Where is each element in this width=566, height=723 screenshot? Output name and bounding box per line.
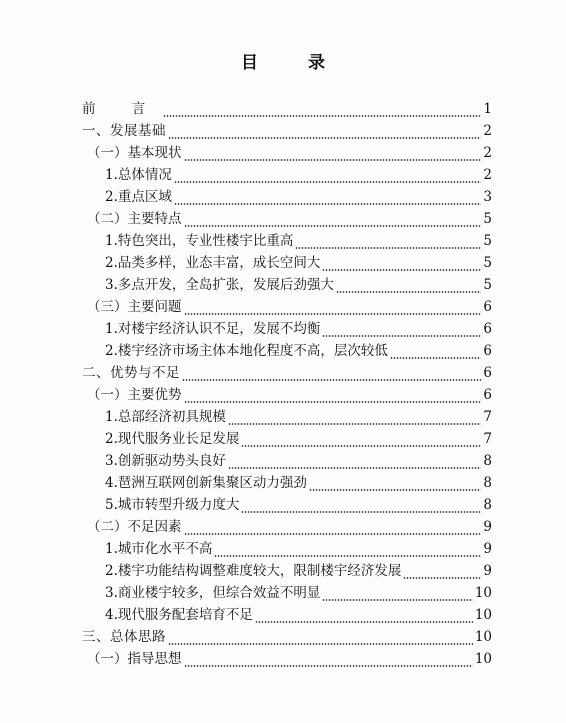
- toc-page-number: 6: [483, 343, 492, 359]
- dot-leader: [322, 599, 472, 601]
- dot-leader: [403, 577, 481, 579]
- toc-entry-label: 三、总体思路: [82, 629, 166, 645]
- toc-entry-section[interactable]: [87, 648, 492, 670]
- toc-entry-chapter[interactable]: [82, 626, 492, 648]
- dot-leader: [241, 511, 481, 513]
- toc-entry-label: 3.创新驱动势头良好: [105, 453, 226, 469]
- toc-entry-label: （二）不足因素: [87, 519, 182, 535]
- toc-page-number: 2: [483, 145, 492, 161]
- toc-entry-label: 2.楼宇经济市场主体本地化程度不高，层次较低: [105, 343, 388, 359]
- dot-leader: [241, 445, 481, 447]
- dot-leader: [390, 357, 482, 359]
- toc-page-number: 10: [474, 651, 492, 667]
- toc-page-number: 3: [483, 189, 492, 205]
- dot-leader: [184, 313, 482, 315]
- toc-page-number: 8: [483, 475, 492, 491]
- toc-page-number: 6: [483, 299, 492, 315]
- toc-page-number: 1: [483, 101, 492, 117]
- toc-page-number: 2: [483, 123, 492, 139]
- toc-entry-label: （一）主要优势: [87, 387, 182, 403]
- toc-entry-subsection[interactable]: [105, 538, 492, 560]
- toc-entry-label: 二、优势与不足: [82, 365, 180, 381]
- toc-entry-subsection[interactable]: [105, 186, 492, 208]
- toc-entry-section[interactable]: [87, 142, 492, 164]
- toc-entry-section[interactable]: [87, 516, 492, 538]
- toc-entry-label: 2.现代服务业长足发展: [105, 431, 240, 447]
- toc-entry-label: 1.总部经济初具规模: [105, 409, 226, 425]
- toc-entry-label: 4.琶洲互联网创新集聚区动力强劲: [105, 475, 307, 491]
- toc-entry-section[interactable]: [87, 296, 492, 318]
- dot-leader: [184, 533, 482, 535]
- dot-leader: [168, 137, 481, 139]
- toc-page-number: 8: [483, 497, 492, 513]
- dot-leader: [174, 181, 482, 183]
- toc-entry-label: 2.楼宇功能结构调整难度较大，限制楼宇经济发展: [105, 563, 402, 579]
- toc-entry-subsection[interactable]: [105, 406, 492, 428]
- toc-entry-subsection[interactable]: [105, 582, 492, 604]
- dot-leader: [184, 159, 482, 161]
- toc-entry-label: 4.现代服务配套培育不足: [105, 607, 253, 623]
- toc-page-number: 6: [483, 365, 492, 381]
- toc-entry-label: 1.总体情况: [105, 167, 172, 183]
- dot-leader: [336, 291, 482, 293]
- toc-entry-subsection[interactable]: [105, 252, 492, 274]
- toc-page-number: 6: [483, 321, 492, 337]
- dot-leader: [184, 225, 482, 227]
- toc-entry-label: （一）基本现状: [87, 145, 182, 161]
- toc-entry-chapter[interactable]: [82, 362, 492, 384]
- toc-entry-label: （一）指导思想: [87, 651, 182, 667]
- toc-entry-label: （二）主要特点: [87, 211, 182, 227]
- toc-entry-label: 前 言: [82, 101, 162, 117]
- toc-entry-subsection[interactable]: [105, 318, 492, 340]
- toc-entry-label: 3.多点开发，全岛扩张，发展后劲强大: [105, 277, 334, 293]
- toc-entry-subsection[interactable]: [105, 560, 492, 582]
- toc-page-number: 9: [483, 541, 492, 557]
- toc-entry-subsection[interactable]: [105, 428, 492, 450]
- toc-entry-label: 一、发展基础: [82, 123, 166, 139]
- dot-leader: [174, 203, 482, 205]
- dot-leader: [182, 379, 481, 381]
- page-title: 目 录: [241, 53, 347, 73]
- dot-leader: [168, 643, 473, 645]
- toc-entry-subsection[interactable]: [105, 604, 492, 626]
- toc-entry-label: 5.城市转型升级力度大: [105, 497, 240, 513]
- toc-entry-subsection[interactable]: [105, 472, 492, 494]
- toc-entry-label: （三）主要问题: [87, 299, 182, 315]
- toc-page-number: 2: [483, 167, 492, 183]
- toc-page-number: 5: [483, 255, 492, 271]
- toc-entry-subsection[interactable]: [105, 494, 492, 516]
- dot-leader: [295, 247, 481, 249]
- toc-page-number: 10: [474, 585, 492, 601]
- dot-leader: [228, 423, 482, 425]
- toc-page-number: 7: [483, 409, 492, 425]
- toc-page-number: 10: [474, 607, 492, 623]
- toc-entry-section[interactable]: [87, 208, 492, 230]
- toc-entry-label: 2.重点区域: [105, 189, 172, 205]
- dot-leader: [255, 621, 473, 623]
- toc-page-number: 5: [483, 233, 492, 249]
- dot-leader: [184, 665, 473, 667]
- toc-page-number: 5: [483, 277, 492, 293]
- dot-leader: [214, 555, 481, 557]
- toc-page-number: 10: [474, 629, 492, 645]
- toc-entry-subsection[interactable]: [105, 340, 492, 362]
- toc-entry-chapter[interactable]: [82, 120, 492, 142]
- toc-entry-section[interactable]: [87, 384, 492, 406]
- toc-entry-label: 3.商业楼宇较多，但综合效益不明显: [105, 585, 321, 601]
- dot-leader: [184, 401, 482, 403]
- dot-leader: [309, 489, 482, 491]
- toc-page-number: 9: [483, 519, 492, 535]
- toc-page-number: 7: [483, 431, 492, 447]
- dot-leader: [228, 467, 482, 469]
- toc-entry-subsection[interactable]: [105, 164, 492, 186]
- toc-page-number: 9: [483, 563, 492, 579]
- toc-entry-subsection[interactable]: [105, 274, 492, 296]
- toc-page-number: 5: [483, 211, 492, 227]
- toc-entry-subsection[interactable]: [105, 450, 492, 472]
- toc-entry-preface[interactable]: [82, 98, 492, 120]
- dot-leader: [322, 269, 481, 271]
- dot-leader: [322, 335, 481, 337]
- toc-entry-label: 1.对楼宇经济认识不足，发展不均衡: [105, 321, 321, 337]
- toc-entry-label: 2.品类多样，业态丰富，成长空间大: [105, 255, 321, 271]
- toc-page-number: 6: [483, 387, 492, 403]
- dot-leader: [163, 115, 481, 117]
- toc-entry-label: 1.特色突出，专业性楼宇比重高: [105, 233, 294, 249]
- toc-page-number: 8: [483, 453, 492, 469]
- toc-entry-subsection[interactable]: [105, 230, 492, 252]
- toc-entry-label: 1.城市化水平不高: [105, 541, 213, 557]
